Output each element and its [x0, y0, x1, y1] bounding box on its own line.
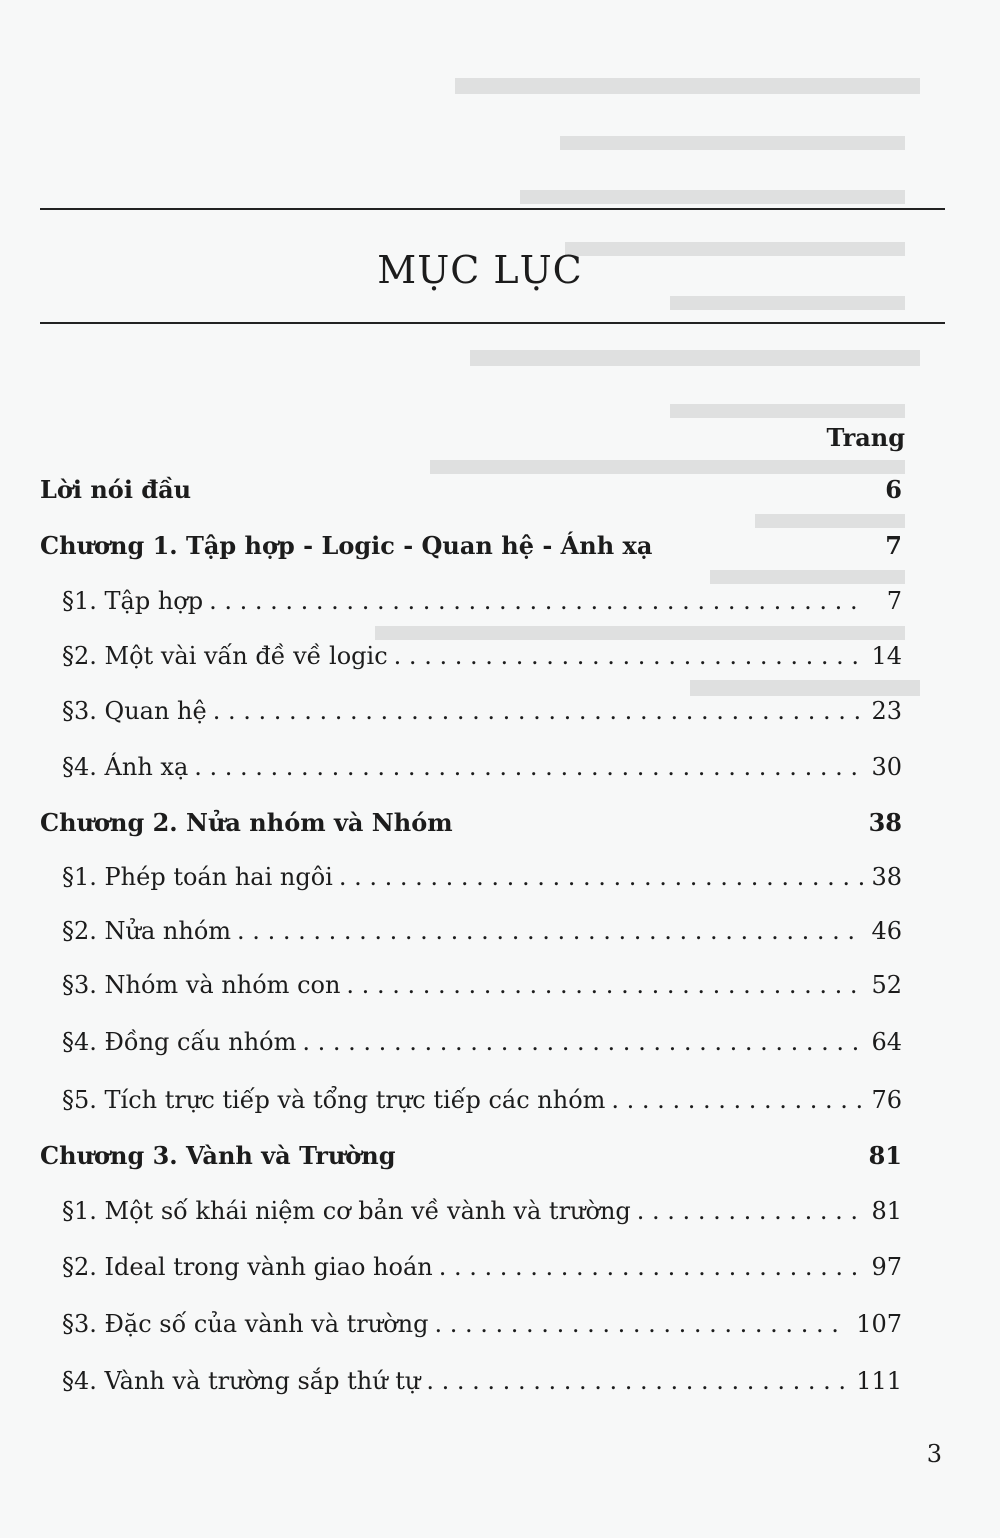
- toc-leader-dots: [346, 971, 863, 999]
- toc-section-entry: [62, 1028, 902, 1064]
- toc-section-entry: [62, 697, 902, 733]
- toc-section-entry: [62, 1197, 902, 1233]
- toc-section-entry: [62, 1086, 902, 1122]
- page-title: MỤC LỤC: [377, 248, 583, 292]
- toc-chapter-entry: [40, 475, 902, 511]
- toc-leader-dots: [237, 917, 863, 945]
- toc-leader-dots: [439, 1253, 864, 1281]
- toc-entry-page: 64: [871, 1028, 902, 1056]
- toc-entry-label: §3. Quan hệ: [62, 697, 207, 725]
- toc-entry-page: 30: [871, 753, 902, 781]
- toc-entry-label: §1. Phép toán hai ngôi: [62, 863, 333, 891]
- toc-entry-label: §2. Nửa nhóm: [62, 917, 232, 945]
- toc-section-entry: [62, 1310, 902, 1346]
- toc-leader-dots: [637, 1197, 864, 1225]
- toc-entry-label: §3. Nhóm và nhóm con: [62, 971, 341, 999]
- toc-entry-label: §5. Tích trực tiếp và tổng trực tiếp các nhóm: [62, 1086, 606, 1114]
- toc-chapter-entry: [40, 531, 902, 567]
- toc-entry-label: §2. Ideal trong vành giao hoán: [62, 1253, 433, 1281]
- toc-leader-dots: [209, 587, 864, 615]
- toc-leader-dots: [435, 1310, 849, 1338]
- toc-entry-page: 23: [871, 697, 902, 725]
- toc-entry-page: 6: [885, 475, 902, 504]
- toc-entry-label: §4. Đồng cấu nhóm: [62, 1028, 297, 1056]
- toc-leader-dots: [213, 697, 864, 725]
- toc-section-entry: [62, 1367, 902, 1403]
- toc-entry-page: 7: [886, 587, 902, 615]
- toc-entry-label: Chương 1. Tập hợp - Logic - Quan hệ - Ánh xạ: [40, 531, 653, 560]
- toc-entry-page: 97: [871, 1253, 902, 1281]
- toc-entry-label: §1. Một số khái niệm cơ bản về vành và trường: [62, 1197, 631, 1225]
- toc-leader-dots: [302, 1028, 863, 1056]
- toc-section-entry: [62, 917, 902, 953]
- toc-entry-page: 38: [868, 808, 902, 837]
- toc-leader-dots: [426, 1367, 848, 1395]
- page-column-header: Trang: [826, 423, 905, 452]
- toc-entry-page: 81: [871, 1197, 902, 1225]
- toc-leader-dots: [194, 753, 863, 781]
- page-number: 3: [926, 1440, 942, 1468]
- toc-chapter-entry: [40, 808, 902, 844]
- toc-entry-page: 14: [871, 642, 902, 670]
- toc-entry-label: Lời nói đầu: [40, 475, 192, 504]
- toc-entry-page: 76: [871, 1086, 902, 1114]
- toc-entry-page: 52: [871, 971, 902, 999]
- toc-section-entry: [62, 642, 902, 678]
- toc-leader-dots: [339, 863, 864, 891]
- toc-entry-page: 38: [871, 863, 902, 891]
- toc-entry-page: 81: [868, 1141, 902, 1170]
- toc-leader-dots: [611, 1086, 863, 1114]
- toc-entry-page: 107: [856, 1310, 902, 1338]
- toc-section-entry: [62, 863, 902, 899]
- toc-entry-label: §2. Một vài vấn đề về logic: [62, 642, 388, 670]
- toc-section-entry: [62, 587, 902, 623]
- toc-chapter-entry: [40, 1141, 902, 1177]
- toc-section-entry: [62, 753, 902, 789]
- toc-entry-label: §4. Ánh xạ: [62, 753, 189, 781]
- toc-leader-dots: [394, 642, 864, 670]
- toc-entry-label: Chương 2. Nửa nhóm và Nhóm: [40, 808, 453, 837]
- toc-section-entry: [62, 971, 902, 1007]
- toc-entry-page: 7: [885, 531, 902, 560]
- toc-entry-page: 46: [871, 917, 902, 945]
- toc-entry-label: Chương 3. Vành và Trường: [40, 1141, 396, 1170]
- toc-entry-label: §4. Vành và trường sắp thứ tự: [62, 1367, 421, 1395]
- toc-entry-page: 111: [856, 1367, 902, 1395]
- toc-entry-label: §3. Đặc số của vành và trường: [62, 1310, 429, 1338]
- title-rule-bottom: [40, 322, 945, 324]
- toc-entry-label: §1. Tập hợp: [62, 587, 204, 615]
- toc-section-entry: [62, 1253, 902, 1289]
- title-rule-top: [40, 208, 945, 210]
